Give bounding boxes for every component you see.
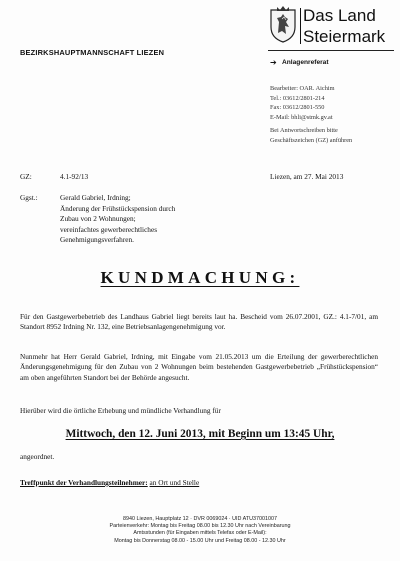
authority-name: BEZIRKSHAUPTMANNSCHAFT LIEZEN xyxy=(20,48,165,57)
reference-number: 4.1-92/13 xyxy=(60,172,89,181)
contact-fax: Fax: 03612/2801-550 xyxy=(270,104,325,112)
meeting-point-label: Treffpunkt der Verhandlungsteilnehmer: xyxy=(20,478,148,487)
paragraph-application: Nunmehr hat Herr Gerald Gabriel, Irdning, mit Eingabe vom 21.05.2013 um die Erteilung der gewerberechtlichen Änderungsgenehmigung für den Zubau von 2 Wohnungen beim bestehenden Gastgewerbebetrieb „Frühstückspension“ am oben angeführten Standort bei der Behörde angesucht. xyxy=(20,352,378,382)
footer-submission-note: Amtsstunden (für Eingaben mittels Telefax oder E-Mail): xyxy=(133,530,267,537)
subject-line: Gerald Gabriel, Irdning; xyxy=(60,193,131,202)
subject-line: Änderung der Frühstückspension durch xyxy=(60,203,176,213)
arrow-right-icon: ➔ xyxy=(270,58,277,67)
meeting-point xyxy=(20,478,199,487)
paragraph-hearing-intro: Hierüber wird die örtliche Erhebung und mündliche Verhandlung für xyxy=(20,406,221,415)
letter-date: Liezen, am 27. Mai 2013 xyxy=(270,172,344,181)
logo-text-line1: Das Land xyxy=(303,6,376,25)
footer-address: 8940 Liezen, Hauptplatz 12 · DVR 0069024 · UID ATU37001007 xyxy=(123,516,277,522)
reply-note-line1: Bei Antwortschreiben bitte xyxy=(270,127,338,134)
logo-divider xyxy=(300,8,301,44)
reply-note-line2: Geschäftszeichen (GZ) anführen xyxy=(270,136,353,144)
contact-clerk: Bearbeiter: OAR. Aichim xyxy=(270,85,335,92)
subject-line: Zubau von 2 Wohnungen; xyxy=(60,214,136,224)
ordered-text: angeordnet. xyxy=(20,452,55,461)
footer-submission-hours: Montag bis Donnerstag 08.00 - 15.00 Uhr und Freitag 08.00 - 12.30 Uhr xyxy=(114,537,286,544)
header-rule xyxy=(268,50,394,51)
contact-email[interactable]: E-Mail: bhli@stmk.gv.at xyxy=(270,113,333,121)
reply-note xyxy=(270,126,352,145)
footer xyxy=(0,516,400,545)
contact-phone: Tel.: 03612/2801-214 xyxy=(270,94,325,102)
subject-label: Ggst.: xyxy=(20,193,38,202)
logo-text-line2: Steiermark xyxy=(303,27,386,46)
paragraph-existing-permit: Für den Gastgewerbebetrieb des Landhaus Gabriel liegt bereits laut ha. Bescheid vom 26.07.2001, GZ.: 4.1-7/01, am Standort 8952 Irdning Nr. 132, eine Betriebsanlagengenehmigung vor. xyxy=(20,312,378,332)
meeting-point-value: an Ort und Stelle xyxy=(149,478,200,487)
subject-line: vereinfachtes gewerberechtliches xyxy=(60,224,158,234)
subject-line: Genehmigungsverfahren. xyxy=(60,235,134,245)
subject-block xyxy=(60,193,260,246)
hearing-date: Mittwoch, den 12. Juni 2013, mit Beginn um 13:45 Uhr, xyxy=(65,428,335,440)
department-name: Anlagenreferat xyxy=(282,59,329,66)
coat-of-arms-icon xyxy=(268,5,298,43)
footer-office-hours: Parteienverkehr: Montag bis Freitag 08.00 bis 12.30 Uhr nach Vereinbarung xyxy=(109,523,291,530)
document-title: KUNDMACHUNG: xyxy=(100,268,300,287)
contact-block xyxy=(270,84,335,122)
reference-label: GZ: xyxy=(20,172,32,181)
